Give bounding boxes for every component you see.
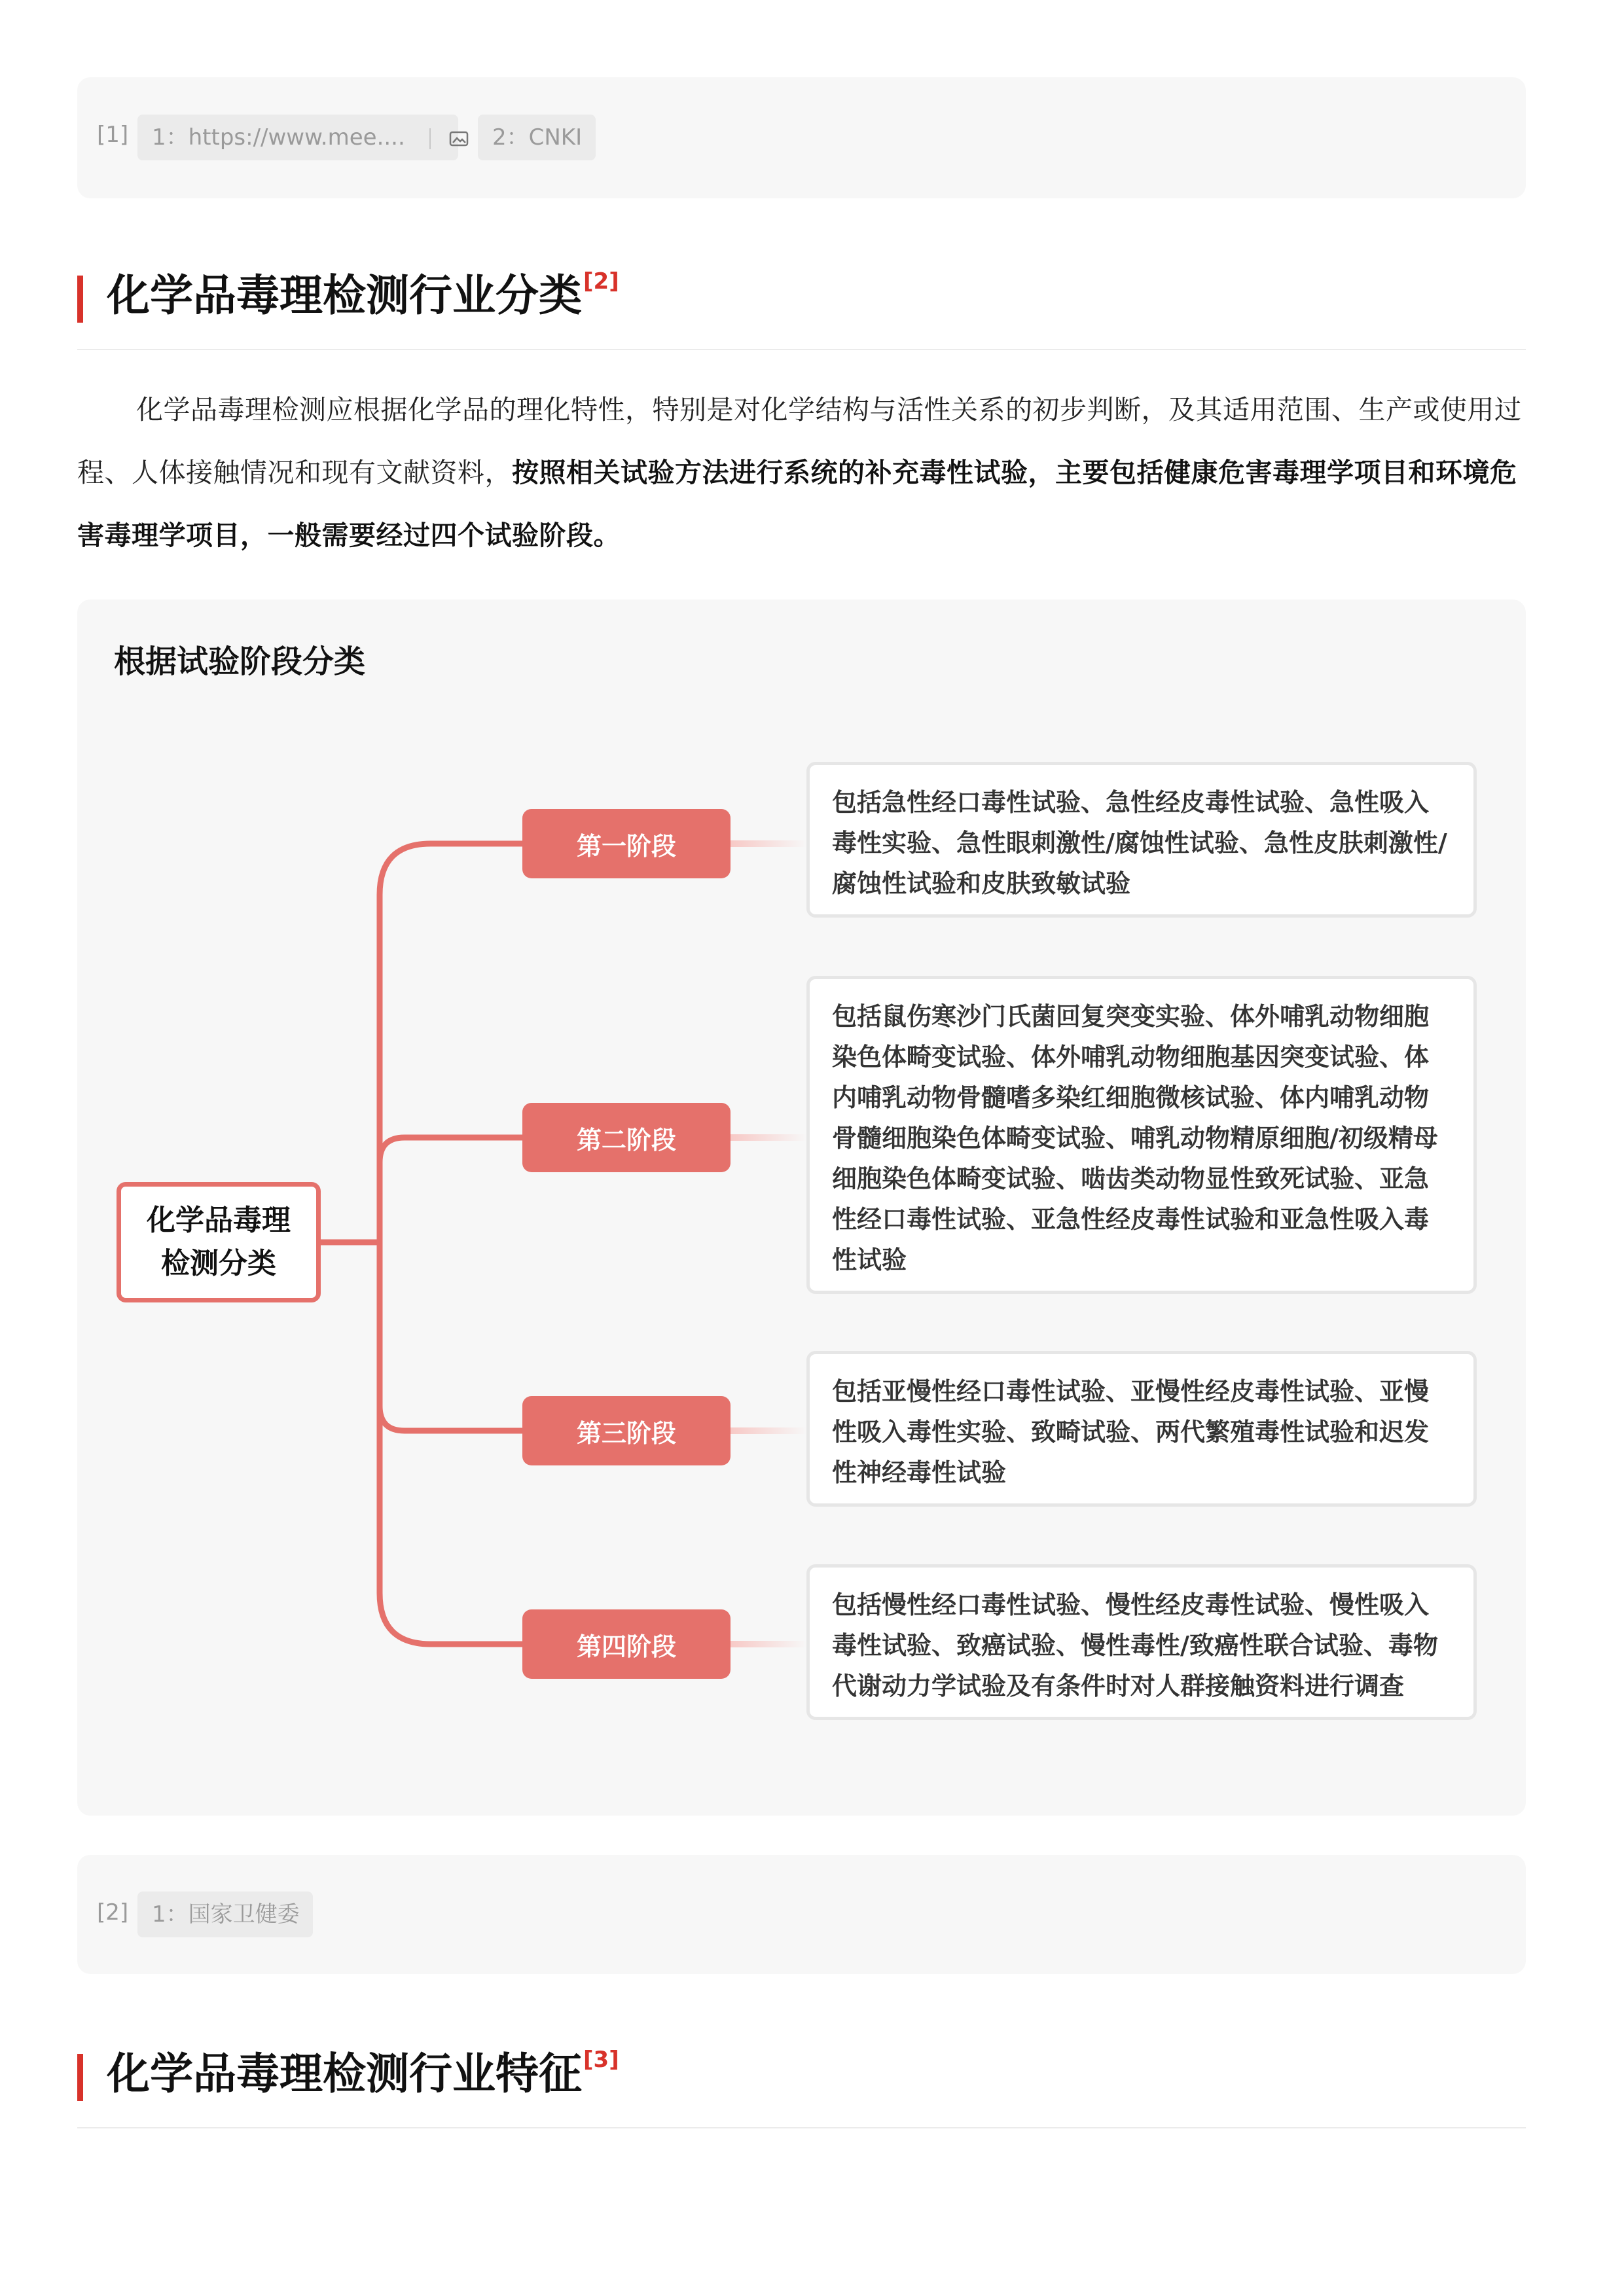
stage-description-1: 包括急性经口毒性试验、急性经皮毒性试验、急性吸入毒性实验、急性眼刺激性/腐蚀性试验、急性皮肤刺激性/腐蚀性试验和皮肤致敏试验 [806, 762, 1477, 918]
reference-index: [1] [97, 122, 129, 148]
reference-link-text: 1：https://www.mee.... [152, 124, 405, 151]
image-icon [449, 131, 469, 147]
stage-description-2: 包括鼠伤寒沙门氏菌回复突变实验、体外哺乳动物细胞染色体畸变试验、体外哺乳动物细胞基因突变试验、体内哺乳动物骨髓嗜多染红细胞微核试验、体内哺乳动物骨髓细胞染色体畸变试验、哺乳动物精原细胞/初级精母细胞染色体畸变试验、啮齿类动物显性致死试验、亚急性经口毒性试验、亚急性经皮毒性试验和亚急性吸入毒性试验 [806, 976, 1477, 1294]
citation-marker[interactable]: [3] [583, 2047, 619, 2073]
chip-divider [429, 128, 431, 149]
citation-marker[interactable]: [2] [583, 268, 619, 295]
heading-divider [77, 349, 1526, 350]
reference-source-text: 1：国家卫健委 [152, 1901, 300, 1928]
stage-node-3: 第三阶段 [522, 1396, 731, 1465]
body-paragraph [77, 378, 1526, 567]
heading-accent-bar [77, 276, 83, 323]
stage-node-2: 第二阶段 [522, 1103, 731, 1172]
paragraph-normal-text: 化学品毒理检测应根据化学品的理化特性，特别是对化学结构与活性关系的初步判断，及其适用范围、生产或使用过程、人体接触情况和现有文献资料， [77, 394, 1522, 488]
reference-source-chip[interactable] [478, 115, 596, 160]
mindmap-root-node [117, 1182, 321, 1302]
stage-description-4: 包括慢性经口毒性试验、慢性经皮毒性试验、慢性吸入毒性试验、致癌试验、慢性毒性/致癌性联合试验、毒物代谢动力学试验及有条件时对人群接触资料进行调查 [806, 1564, 1477, 1720]
heading-accent-bar [77, 2054, 83, 2101]
reference-source-chip[interactable] [137, 1892, 313, 1937]
paragraph-bold-text: 按照相关试验方法进行系统的补充毒性试验，主要包括健康危害毒理学项目和环境危害毒理学项目，一般需要经过四个试验阶段。 [77, 457, 1517, 551]
root-line-1: 化学品毒理 [147, 1204, 291, 1237]
stage-node-1: 第一阶段 [522, 809, 731, 878]
reference-block-2 [77, 1855, 1526, 1974]
heading-divider [77, 2127, 1526, 2128]
reference-source-text: 2：CNKI [492, 124, 583, 151]
root-line-2: 检测分类 [161, 1247, 276, 1280]
section-title-2: 化学品毒理检测行业特征 [107, 2049, 582, 2099]
stage-node-4: 第四阶段 [522, 1609, 731, 1679]
reference-index: [2] [97, 1899, 129, 1926]
section-title-1: 化学品毒理检测行业分类 [107, 270, 582, 321]
reference-link-chip[interactable] [137, 115, 458, 160]
mindmap-title: 根据试验阶段分类 [114, 643, 366, 680]
stage-description-3: 包括亚慢性经口毒性试验、亚慢性经皮毒性试验、亚慢性吸入毒性实验、致畸试验、两代繁殖毒性试验和迟发性神经毒性试验 [806, 1351, 1477, 1507]
reference-block-1 [77, 77, 1526, 198]
mindmap-panel [77, 600, 1526, 1816]
